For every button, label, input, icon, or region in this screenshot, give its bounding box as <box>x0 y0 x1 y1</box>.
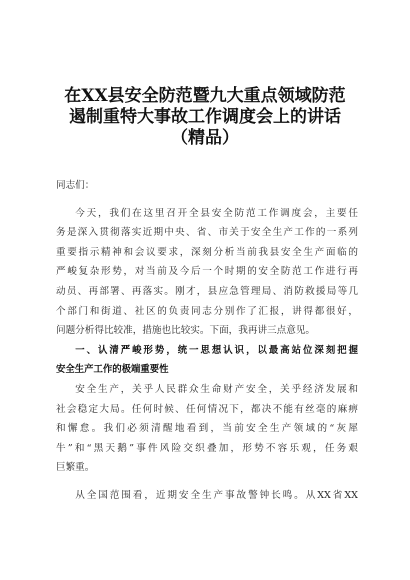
section-heading <box>56 341 358 380</box>
document-title <box>50 86 360 149</box>
text-line: 务是深入贯彻落实近期中央、省、市关于安全生产工作的一系列 <box>56 227 358 239</box>
paragraph-intro <box>56 204 358 341</box>
spacer <box>56 196 358 204</box>
paragraph-national <box>56 486 358 506</box>
text-line: 巨繁重。 <box>56 462 95 474</box>
text-line: 社会稳定大局。任何时候、任何情况下，都决不能有丝毫的麻痹 <box>56 403 358 415</box>
text-line: 严峻复杂形势，对当前及今后一个时期的安全防范工作进行再 <box>56 266 358 278</box>
text-line: 和懈怠。我们必须清醒地看到，当前安全生产领域的“灰犀 <box>56 423 358 435</box>
text-line: 安全生产，关乎人民群众生命财产安全，关乎经济发展和 <box>75 383 358 395</box>
text-line: 问题分析得比较准，措施也比较实。下面，我再讲三点意见。 <box>56 325 316 337</box>
text-line: 动员、再部署、再落实。刚才，县应急管理局、消防救援局等几 <box>56 285 358 297</box>
heading-line: 一、认清严峻形势，统一思想认识，以最高站位深刻把握 <box>75 344 358 356</box>
text-line: 重要指示精神和会议要求，深刻分析当前我县安全生产面临的 <box>56 246 358 258</box>
text-line: 个部门和街道、社区的负责同志分别作了汇报，讲得都很好， <box>56 305 358 317</box>
title-line: 在XX县安全防范暨九大重点领域防范 <box>64 86 346 106</box>
salutation: 同志们： <box>56 180 95 191</box>
text-line: 牛”和“黑天鹅”事件风险交织叠加，形势不容乐观，任务艰 <box>56 442 358 454</box>
heading-line: 安全生产工作的极端重要性 <box>56 364 169 376</box>
paragraph-safety <box>56 380 358 478</box>
title-line: （精品） <box>171 128 239 148</box>
spacer <box>56 478 358 486</box>
text-line: 今天，我们在这里召开全县安全防范工作调度会，主要任 <box>75 207 358 219</box>
document-body <box>56 176 358 506</box>
text-line: 从全国范围看，近期安全生产事故警钟长鸣。从XX省XX <box>75 489 358 501</box>
title-line: 遏制重特大事故工作调度会上的讲话 <box>69 107 341 127</box>
